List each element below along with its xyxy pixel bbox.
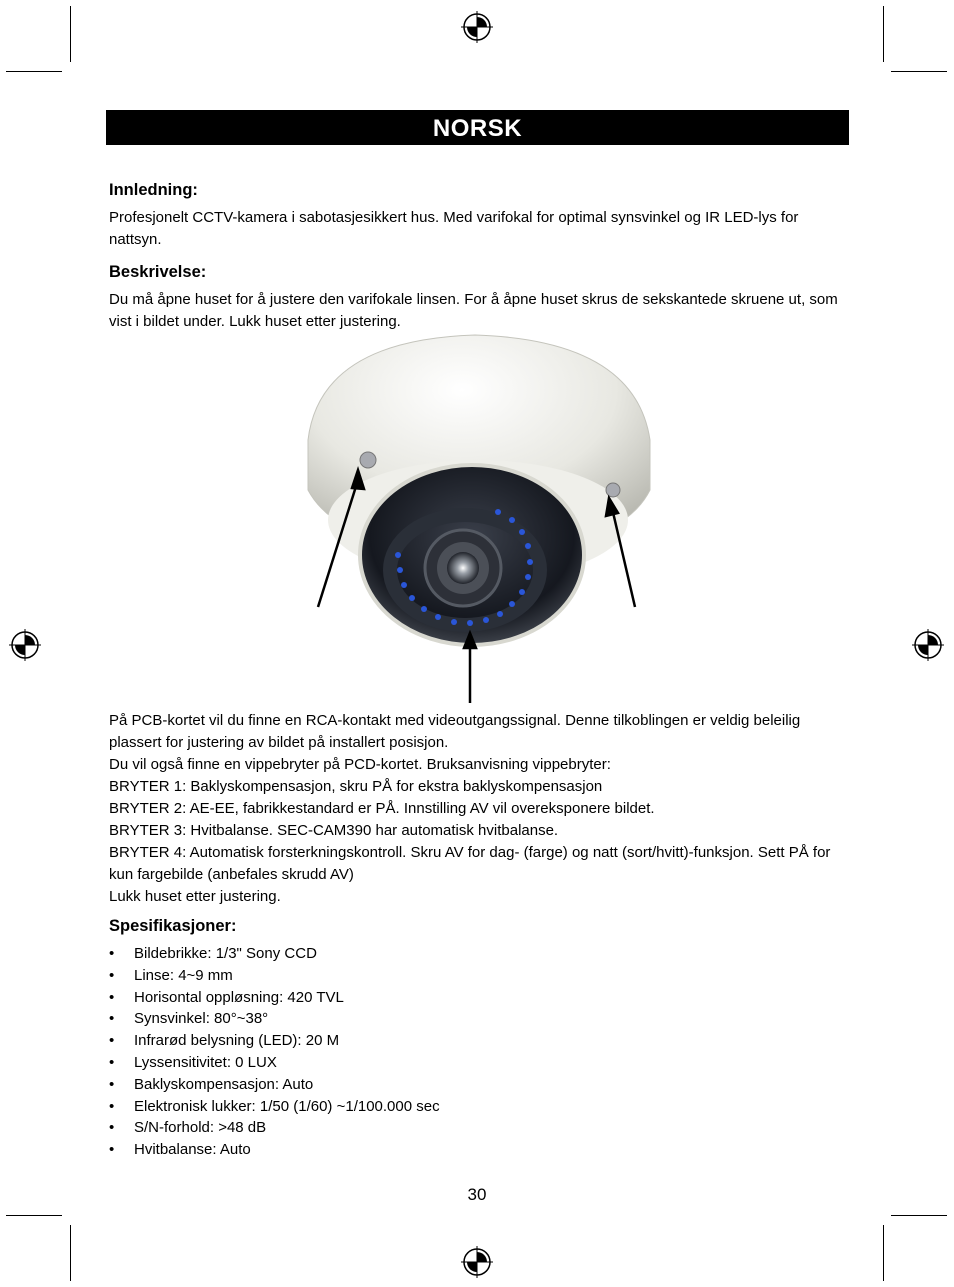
registration-mark-icon bbox=[911, 628, 945, 662]
bullet-icon: • bbox=[109, 1141, 115, 1159]
specifications-section bbox=[109, 914, 851, 1161]
list-item bbox=[109, 1096, 851, 1118]
pcb-line: BRYTER 4: Automatisk forsterkningskontroll. Skru AV for dag- (farge) og natt (sort/hvitt)-funksjon. Sett PÅ for kun fargebilde (anbefales skrudd AV) bbox=[109, 844, 831, 883]
list-item bbox=[109, 943, 851, 965]
bullet-icon: • bbox=[109, 988, 115, 1006]
spec-text: Synsvinkel: 80°~38° bbox=[134, 1010, 269, 1028]
pcb-line: Lukk huset etter justering. bbox=[109, 888, 281, 905]
spec-text: Baklyskompensasjon: Auto bbox=[134, 1075, 314, 1093]
list-item bbox=[109, 1074, 851, 1096]
crop-mark bbox=[883, 1225, 884, 1281]
list-item bbox=[109, 1008, 851, 1030]
spec-text: Horisontal oppløsning: 420 TVL bbox=[134, 988, 344, 1006]
bullet-icon: • bbox=[109, 945, 115, 962]
bullet-icon: • bbox=[109, 1075, 115, 1093]
pcb-line: Du vil også finne en vippebryter på PCD-kortet. Bruksanvisning vippebryter: bbox=[109, 756, 611, 773]
registration-mark-icon bbox=[8, 628, 42, 662]
intro-section bbox=[109, 178, 851, 251]
crop-mark bbox=[883, 6, 884, 62]
list-item bbox=[109, 1117, 851, 1139]
pcb-line: BRYTER 2: AE-EE, fabrikkestandard er PÅ. Innstilling AV vil overeksponere bildet. bbox=[109, 800, 655, 817]
intro-content bbox=[109, 178, 851, 342]
bullet-icon: • bbox=[109, 1097, 115, 1115]
intro-body: Profesjonelt CCTV-kamera i sabotasjesikkert hus. Med varifokal for optimal synsvinkel og IR LED-lys for nattsyn. bbox=[109, 209, 799, 248]
list-item bbox=[109, 987, 851, 1009]
specifications-list bbox=[109, 943, 851, 1161]
list-item bbox=[109, 1030, 851, 1052]
spec-text: Linse: 4~9 mm bbox=[134, 966, 233, 984]
intro-heading: Innledning: bbox=[109, 181, 198, 199]
dome-camera-illustration bbox=[300, 330, 660, 710]
pcb-line: BRYTER 3: Hvitbalanse. SEC-CAM390 har automatisk hvitbalanse. bbox=[109, 822, 559, 839]
crop-mark bbox=[70, 6, 71, 62]
description-section bbox=[109, 260, 851, 333]
spec-text: Infrarød belysning (LED): 20 M bbox=[134, 1032, 340, 1050]
pcb-line: På PCB-kortet vil du finne en RCA-kontakt med videoutgangssignal. Denne tilkoblingen er veldig beleilig plassert for justering av bildet på installert posisjon. bbox=[109, 712, 801, 751]
bullet-icon: • bbox=[109, 1119, 115, 1137]
bullet-icon: • bbox=[109, 1053, 115, 1071]
bullet-icon: • bbox=[109, 1010, 115, 1028]
crop-mark bbox=[6, 71, 62, 72]
spec-text: Bildebrikke: 1/3" Sony CCD bbox=[134, 945, 317, 962]
list-item bbox=[109, 1139, 851, 1161]
pcb-instructions bbox=[109, 710, 851, 908]
crop-mark bbox=[891, 1215, 947, 1216]
registration-mark-icon bbox=[460, 10, 494, 44]
spec-text: Lyssensitivitet: 0 LUX bbox=[134, 1053, 277, 1071]
bullet-icon: • bbox=[109, 1032, 115, 1050]
crop-mark bbox=[6, 1215, 62, 1216]
crop-mark bbox=[70, 1225, 71, 1281]
description-body: Du må åpne huset for å justere den varifokale linsen. For å åpne huset skrus de sekskantede skruene ut, som vist i bildet under. Lukk huset etter justering. bbox=[109, 291, 838, 330]
description-heading: Beskrivelse: bbox=[109, 263, 207, 281]
spec-text: S/N-forhold: >48 dB bbox=[134, 1119, 267, 1137]
list-item bbox=[109, 1052, 851, 1074]
bullet-icon: • bbox=[109, 966, 115, 984]
crop-mark bbox=[891, 71, 947, 72]
spec-text: Hvitbalanse: Auto bbox=[134, 1141, 251, 1159]
language-header: NORSK bbox=[106, 110, 849, 145]
pcb-line: BRYTER 1: Baklyskompensasjon, skru PÅ for ekstra baklyskompensasjon bbox=[109, 778, 603, 795]
page-number: 30 bbox=[467, 1185, 487, 1204]
specifications-heading: Spesifikasjoner: bbox=[109, 917, 237, 935]
list-item bbox=[109, 965, 851, 987]
spec-text: Elektronisk lukker: 1/50 (1/60) ~1/100.000 sec bbox=[134, 1097, 440, 1115]
registration-mark-icon bbox=[460, 1245, 494, 1279]
